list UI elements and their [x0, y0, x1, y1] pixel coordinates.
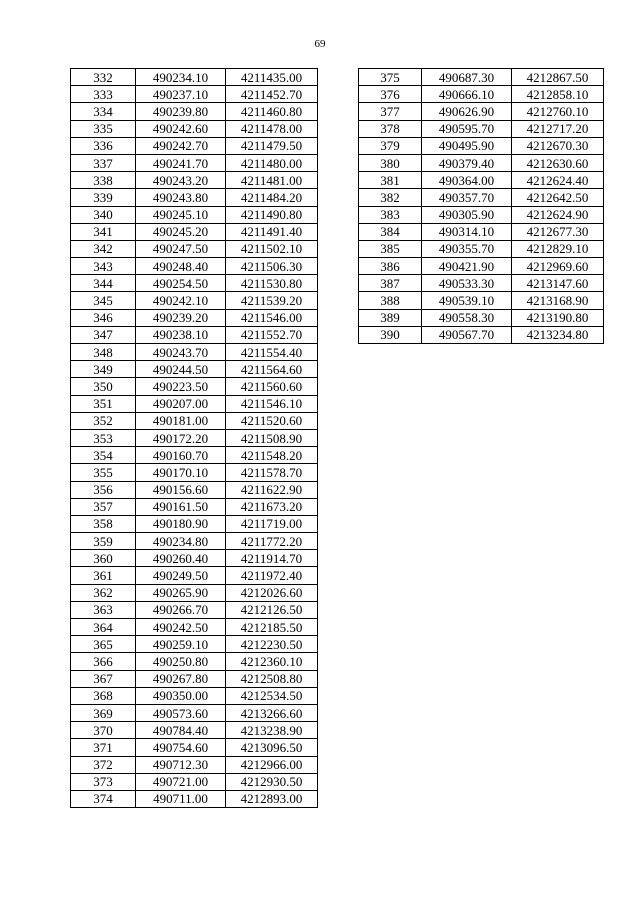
y-coordinate-cell: 4212930.50 [226, 773, 318, 790]
y-coordinate-cell: 4211578.70 [226, 464, 318, 481]
table-row [71, 481, 318, 498]
y-coordinate-cell: 4212534.50 [226, 687, 318, 704]
y-coordinate-cell: 4212230.50 [226, 636, 318, 653]
y-coordinate-cell: 4212670.30 [512, 137, 604, 154]
point-number-cell: 349 [71, 361, 136, 378]
x-coordinate-cell: 490160.70 [136, 447, 226, 464]
point-number-cell: 348 [71, 344, 136, 361]
point-number-cell: 342 [71, 240, 136, 257]
x-coordinate-cell: 490687.30 [422, 69, 512, 86]
point-number-cell: 383 [359, 206, 422, 223]
table-row [71, 515, 318, 532]
table-row [71, 670, 318, 687]
table-row [71, 378, 318, 395]
coordinates-table-right [358, 68, 604, 344]
x-coordinate-cell: 490754.60 [136, 739, 226, 756]
point-number-cell: 377 [359, 103, 422, 120]
x-coordinate-cell: 490242.70 [136, 137, 226, 154]
y-coordinate-cell: 4211480.00 [226, 154, 318, 171]
x-coordinate-cell: 490234.10 [136, 69, 226, 86]
point-number-cell: 345 [71, 292, 136, 309]
x-coordinate-cell: 490242.60 [136, 120, 226, 137]
y-coordinate-cell: 4212360.10 [226, 653, 318, 670]
y-coordinate-cell: 4212717.20 [512, 120, 604, 137]
table-row [71, 344, 318, 361]
point-number-cell: 338 [71, 172, 136, 189]
y-coordinate-cell: 4212624.90 [512, 206, 604, 223]
x-coordinate-cell: 490533.30 [422, 275, 512, 292]
point-number-cell: 353 [71, 429, 136, 446]
table-row [359, 103, 604, 120]
y-coordinate-cell: 4213147.60 [512, 275, 604, 292]
y-coordinate-cell: 4211484.20 [226, 189, 318, 206]
point-number-cell: 364 [71, 619, 136, 636]
table-row [71, 258, 318, 275]
x-coordinate-cell: 490161.50 [136, 498, 226, 515]
table-row [359, 120, 604, 137]
point-number-cell: 390 [359, 326, 422, 343]
x-coordinate-cell: 490234.80 [136, 533, 226, 550]
y-coordinate-cell: 4213168.90 [512, 292, 604, 309]
x-coordinate-cell: 490245.20 [136, 223, 226, 240]
point-number-cell: 388 [359, 292, 422, 309]
point-number-cell: 376 [359, 86, 422, 103]
x-coordinate-cell: 490355.70 [422, 240, 512, 257]
y-coordinate-cell: 4211548.20 [226, 447, 318, 464]
x-coordinate-cell: 490238.10 [136, 326, 226, 343]
y-coordinate-cell: 4211452.70 [226, 86, 318, 103]
point-number-cell: 370 [71, 722, 136, 739]
y-coordinate-cell: 4212969.60 [512, 258, 604, 275]
table-row [71, 429, 318, 446]
point-number-cell: 346 [71, 309, 136, 326]
x-coordinate-cell: 490242.10 [136, 292, 226, 309]
point-number-cell: 384 [359, 223, 422, 240]
table-row [71, 722, 318, 739]
point-number-cell: 351 [71, 395, 136, 412]
table-row [71, 636, 318, 653]
x-coordinate-cell: 490666.10 [422, 86, 512, 103]
x-coordinate-cell: 490721.00 [136, 773, 226, 790]
y-coordinate-cell: 4211490.80 [226, 206, 318, 223]
x-coordinate-cell: 490250.80 [136, 653, 226, 670]
y-coordinate-cell: 4211478.00 [226, 120, 318, 137]
point-number-cell: 366 [71, 653, 136, 670]
table-row [71, 189, 318, 206]
point-number-cell: 386 [359, 258, 422, 275]
point-number-cell: 355 [71, 464, 136, 481]
y-coordinate-cell: 4211554.40 [226, 344, 318, 361]
y-coordinate-cell: 4211481.00 [226, 172, 318, 189]
x-coordinate-cell: 490364.00 [422, 172, 512, 189]
point-number-cell: 369 [71, 704, 136, 721]
point-number-cell: 359 [71, 533, 136, 550]
point-number-cell: 357 [71, 498, 136, 515]
y-coordinate-cell: 4213238.90 [226, 722, 318, 739]
point-number-cell: 385 [359, 240, 422, 257]
table-row [71, 395, 318, 412]
y-coordinate-cell: 4212677.30 [512, 223, 604, 240]
table-row [71, 584, 318, 601]
table-row [71, 447, 318, 464]
point-number-cell: 372 [71, 756, 136, 773]
y-coordinate-cell: 4213096.50 [226, 739, 318, 756]
x-coordinate-cell: 490247.50 [136, 240, 226, 257]
point-number-cell: 352 [71, 412, 136, 429]
table-row [71, 756, 318, 773]
point-number-cell: 371 [71, 739, 136, 756]
table-row [71, 687, 318, 704]
y-coordinate-cell: 4211508.90 [226, 429, 318, 446]
table-row [71, 154, 318, 171]
x-coordinate-cell: 490350.00 [136, 687, 226, 704]
x-coordinate-cell: 490254.50 [136, 275, 226, 292]
table-row [71, 464, 318, 481]
x-coordinate-cell: 490357.70 [422, 189, 512, 206]
point-number-cell: 389 [359, 309, 422, 326]
x-coordinate-cell: 490260.40 [136, 550, 226, 567]
x-coordinate-cell: 490172.20 [136, 429, 226, 446]
y-coordinate-cell: 4211506.30 [226, 258, 318, 275]
table-row [71, 361, 318, 378]
x-coordinate-cell: 490245.10 [136, 206, 226, 223]
y-coordinate-cell: 4212966.00 [226, 756, 318, 773]
y-coordinate-cell: 4211564.60 [226, 361, 318, 378]
x-coordinate-cell: 490181.00 [136, 412, 226, 429]
table-row [359, 240, 604, 257]
y-coordinate-cell: 4212630.60 [512, 154, 604, 171]
x-coordinate-cell: 490626.90 [422, 103, 512, 120]
point-number-cell: 361 [71, 567, 136, 584]
table-row [71, 86, 318, 103]
x-coordinate-cell: 490558.30 [422, 309, 512, 326]
point-number-cell: 350 [71, 378, 136, 395]
x-coordinate-cell: 490784.40 [136, 722, 226, 739]
table-row [71, 619, 318, 636]
table-row [359, 172, 604, 189]
x-coordinate-cell: 490259.10 [136, 636, 226, 653]
y-coordinate-cell: 4212642.50 [512, 189, 604, 206]
point-number-cell: 341 [71, 223, 136, 240]
table-row [71, 103, 318, 120]
y-coordinate-cell: 4211972.40 [226, 567, 318, 584]
y-coordinate-cell: 4212126.50 [226, 601, 318, 618]
point-number-cell: 380 [359, 154, 422, 171]
table-row [359, 326, 604, 343]
point-number-cell: 337 [71, 154, 136, 171]
table-row [71, 412, 318, 429]
x-coordinate-cell: 490243.70 [136, 344, 226, 361]
point-number-cell: 347 [71, 326, 136, 343]
point-number-cell: 367 [71, 670, 136, 687]
x-coordinate-cell: 490239.20 [136, 309, 226, 326]
table-row [71, 533, 318, 550]
x-coordinate-cell: 490573.60 [136, 704, 226, 721]
table-row [71, 275, 318, 292]
y-coordinate-cell: 4211479.50 [226, 137, 318, 154]
x-coordinate-cell: 490242.50 [136, 619, 226, 636]
page-number: 69 [314, 38, 326, 50]
x-coordinate-cell: 490267.80 [136, 670, 226, 687]
point-number-cell: 358 [71, 515, 136, 532]
x-coordinate-cell: 490207.00 [136, 395, 226, 412]
point-number-cell: 387 [359, 275, 422, 292]
table-row [71, 326, 318, 343]
table-row [71, 292, 318, 309]
x-coordinate-cell: 490170.10 [136, 464, 226, 481]
y-coordinate-cell: 4212026.60 [226, 584, 318, 601]
y-coordinate-cell: 4211520.60 [226, 412, 318, 429]
table-row [359, 86, 604, 103]
y-coordinate-cell: 4211546.10 [226, 395, 318, 412]
point-number-cell: 332 [71, 69, 136, 86]
y-coordinate-cell: 4212858.10 [512, 86, 604, 103]
y-coordinate-cell: 4211772.20 [226, 533, 318, 550]
x-coordinate-cell: 490421.90 [422, 258, 512, 275]
point-number-cell: 343 [71, 258, 136, 275]
table-row [71, 773, 318, 790]
point-number-cell: 334 [71, 103, 136, 120]
y-coordinate-cell: 4211673.20 [226, 498, 318, 515]
x-coordinate-cell: 490239.80 [136, 103, 226, 120]
point-number-cell: 373 [71, 773, 136, 790]
table-row [71, 172, 318, 189]
y-coordinate-cell: 4212508.80 [226, 670, 318, 687]
x-coordinate-cell: 490305.90 [422, 206, 512, 223]
table-row [71, 550, 318, 567]
y-coordinate-cell: 4211435.00 [226, 69, 318, 86]
x-coordinate-cell: 490223.50 [136, 378, 226, 395]
x-coordinate-cell: 490244.50 [136, 361, 226, 378]
point-number-cell: 381 [359, 172, 422, 189]
point-number-cell: 382 [359, 189, 422, 206]
y-coordinate-cell: 4212867.50 [512, 69, 604, 86]
y-coordinate-cell: 4211622.90 [226, 481, 318, 498]
y-coordinate-cell: 4211530.80 [226, 275, 318, 292]
table-row [359, 275, 604, 292]
point-number-cell: 375 [359, 69, 422, 86]
table-row [71, 498, 318, 515]
y-coordinate-cell: 4211546.00 [226, 309, 318, 326]
x-coordinate-cell: 490248.40 [136, 258, 226, 275]
table-row [359, 154, 604, 171]
table-row [71, 704, 318, 721]
table-row [71, 653, 318, 670]
y-coordinate-cell: 4211560.60 [226, 378, 318, 395]
y-coordinate-cell: 4211552.70 [226, 326, 318, 343]
table-row [71, 69, 318, 86]
x-coordinate-cell: 490712.30 [136, 756, 226, 773]
table-row [359, 292, 604, 309]
y-coordinate-cell: 4212760.10 [512, 103, 604, 120]
y-coordinate-cell: 4211491.40 [226, 223, 318, 240]
x-coordinate-cell: 490595.70 [422, 120, 512, 137]
x-coordinate-cell: 490265.90 [136, 584, 226, 601]
x-coordinate-cell: 490180.90 [136, 515, 226, 532]
point-number-cell: 335 [71, 120, 136, 137]
y-coordinate-cell: 4211719.00 [226, 515, 318, 532]
table-row [359, 137, 604, 154]
y-coordinate-cell: 4213234.80 [512, 326, 604, 343]
point-number-cell: 339 [71, 189, 136, 206]
table-row [71, 223, 318, 240]
y-coordinate-cell: 4212624.40 [512, 172, 604, 189]
x-coordinate-cell: 490243.20 [136, 172, 226, 189]
point-number-cell: 368 [71, 687, 136, 704]
point-number-cell: 333 [71, 86, 136, 103]
point-number-cell: 363 [71, 601, 136, 618]
point-number-cell: 378 [359, 120, 422, 137]
point-number-cell: 354 [71, 447, 136, 464]
x-coordinate-cell: 490567.70 [422, 326, 512, 343]
x-coordinate-cell: 490379.40 [422, 154, 512, 171]
point-number-cell: 344 [71, 275, 136, 292]
table-row [359, 223, 604, 240]
table-row [359, 206, 604, 223]
table-row [71, 309, 318, 326]
x-coordinate-cell: 490495.90 [422, 137, 512, 154]
table-row [71, 206, 318, 223]
table-row [71, 739, 318, 756]
x-coordinate-cell: 490243.80 [136, 189, 226, 206]
y-coordinate-cell: 4213266.60 [226, 704, 318, 721]
y-coordinate-cell: 4212829.10 [512, 240, 604, 257]
table-row [71, 137, 318, 154]
point-number-cell: 356 [71, 481, 136, 498]
point-number-cell: 336 [71, 137, 136, 154]
y-coordinate-cell: 4211502.10 [226, 240, 318, 257]
point-number-cell: 362 [71, 584, 136, 601]
point-number-cell: 340 [71, 206, 136, 223]
y-coordinate-cell: 4212185.50 [226, 619, 318, 636]
table-row [359, 189, 604, 206]
x-coordinate-cell: 490314.10 [422, 223, 512, 240]
table-row [71, 240, 318, 257]
x-coordinate-cell: 490241.70 [136, 154, 226, 171]
table-row [71, 120, 318, 137]
table-row [359, 258, 604, 275]
x-coordinate-cell: 490249.50 [136, 567, 226, 584]
x-coordinate-cell: 490266.70 [136, 601, 226, 618]
table-row [359, 69, 604, 86]
point-number-cell: 379 [359, 137, 422, 154]
y-coordinate-cell: 4212893.00 [226, 790, 318, 807]
x-coordinate-cell: 490539.10 [422, 292, 512, 309]
x-coordinate-cell: 490237.10 [136, 86, 226, 103]
point-number-cell: 374 [71, 790, 136, 807]
y-coordinate-cell: 4213190.80 [512, 309, 604, 326]
table-row [71, 790, 318, 807]
coordinates-table-left [70, 68, 318, 808]
table-row [71, 601, 318, 618]
y-coordinate-cell: 4211539.20 [226, 292, 318, 309]
x-coordinate-cell: 490156.60 [136, 481, 226, 498]
table-row [71, 567, 318, 584]
table-row [359, 309, 604, 326]
point-number-cell: 360 [71, 550, 136, 567]
point-number-cell: 365 [71, 636, 136, 653]
y-coordinate-cell: 4211914.70 [226, 550, 318, 567]
x-coordinate-cell: 490711.00 [136, 790, 226, 807]
y-coordinate-cell: 4211460.80 [226, 103, 318, 120]
